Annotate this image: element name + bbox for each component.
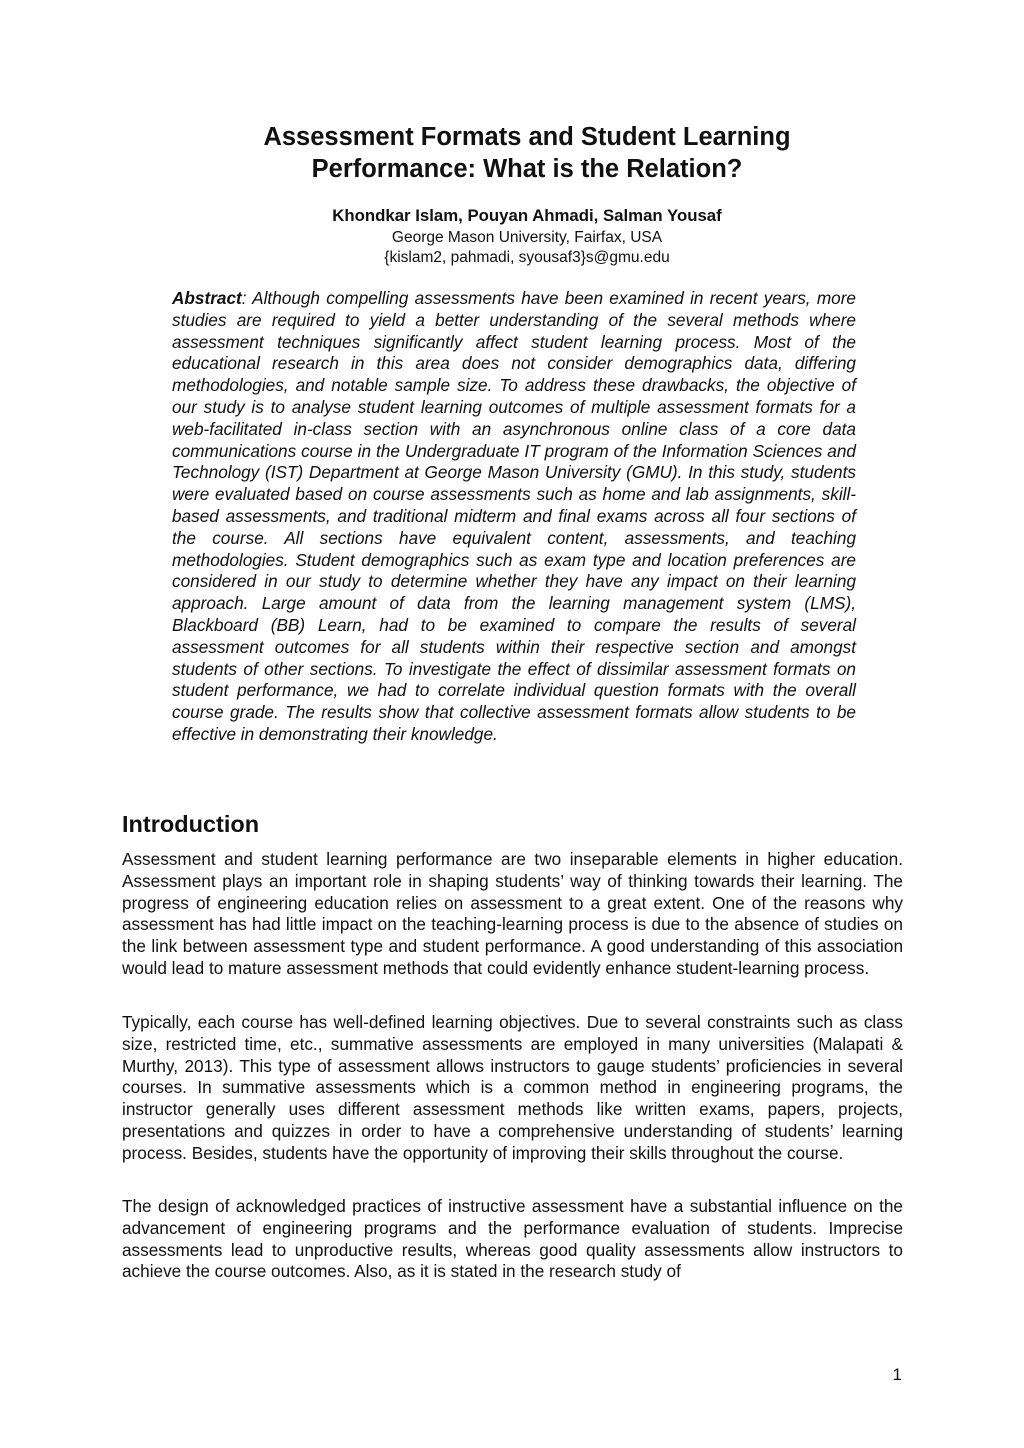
page-number: 1 xyxy=(892,1365,902,1384)
abstract-label: Abstract xyxy=(172,288,242,308)
abstract xyxy=(172,288,856,746)
affiliation: George Mason University, Fairfax, USA xyxy=(391,229,663,246)
title-line-2: Performance: What is the Relation? xyxy=(311,155,743,183)
abstract-text: : Although compelling assessments have been examined in recent years, more studies are required to yield a better understanding of the several methods where assessment techniques significantly affect student learning process. Most of the educational research in this area does not consider demographics data, differing methodologies, and notable sample size. To address these drawbacks, the objective of our study is to analyse student learning outcomes of multiple assessment formats for a web-facilitated in-class section with an asynchronous online class of a core data communications course in the Undergraduate IT program of the Information Sciences and Technology (IST) Department at George Mason University (GMU). In this study, students were evaluated based on course assessments such as home and lab assignments, skill-based assessments, and traditional midterm and final exams across all four sections of the course. All sections have equivalent content, assessments, and teaching methodologies. Student demographics such as exam type and location preferences are considered in our study to determine whether they have any impact on their learning approach. Large amount of data from the learning management system (LMS), Blackboard (BB) Learn, had to be examined to compare the results of several assessment outcomes for all students within their respective section and amongst students of other sections. To investigate the effect of dissimilar assessment formats on student performance, we had to correlate individual question formats with the overall course grade. The results show that collective assessment formats allow students to be effective in demonstrating their knowledge. xyxy=(172,288,856,744)
author-emails: {kislam2, pahmadi, syousaf3}s@gmu.edu xyxy=(384,249,670,266)
intro-paragraph-2: Typically, each course has well-defined learning objectives. Due to several constraints such as class size, restricted time, etc., summative assessments are employed in many universities (Malapati & Murthy, 2013). This type of assessment allows instructors to gauge students’ proficiencies in several courses. In summative assessments which is a common method in engineering programs, the instructor generally uses different assessment methods like written exams, papers, projects, presentations and quizzes in order to have a comprehensive understanding of students’ learning process. Besides, students have the opportunity of improving their skills throughout the course. xyxy=(122,1012,903,1163)
intro-paragraph-1: Assessment and student learning performance are two inseparable elements in higher education. Assessment plays an important role in shaping students’ way of thinking towards their learning. The progress of engineering education relies on assessment to a great extent. One of the reasons why assessment has had little impact on the teaching-learning process is due to the absence of studies on the link between assessment type and student performance. A good understanding of this association would lead to mature assessment methods that could evidently enhance student-learning process. xyxy=(122,849,903,978)
intro-paragraph-3: The design of acknowledged practices of instructive assessment have a substantial influence on the advancement of engineering programs and the performance evaluation of students. Imprecise assessments lead to unproductive results, whereas good quality assessments allow instructors to achieve the course outcomes. Also, as it is stated in the research study of xyxy=(122,1196,903,1282)
section-heading-introduction: Introduction xyxy=(122,811,260,837)
paper-title xyxy=(150,121,904,185)
affiliation-block xyxy=(150,228,904,268)
author-list: Khondkar Islam, Pouyan Ahmadi, Salman Yousaf xyxy=(332,206,722,225)
title-line-1: Assessment Formats and Student Learning xyxy=(263,123,791,151)
